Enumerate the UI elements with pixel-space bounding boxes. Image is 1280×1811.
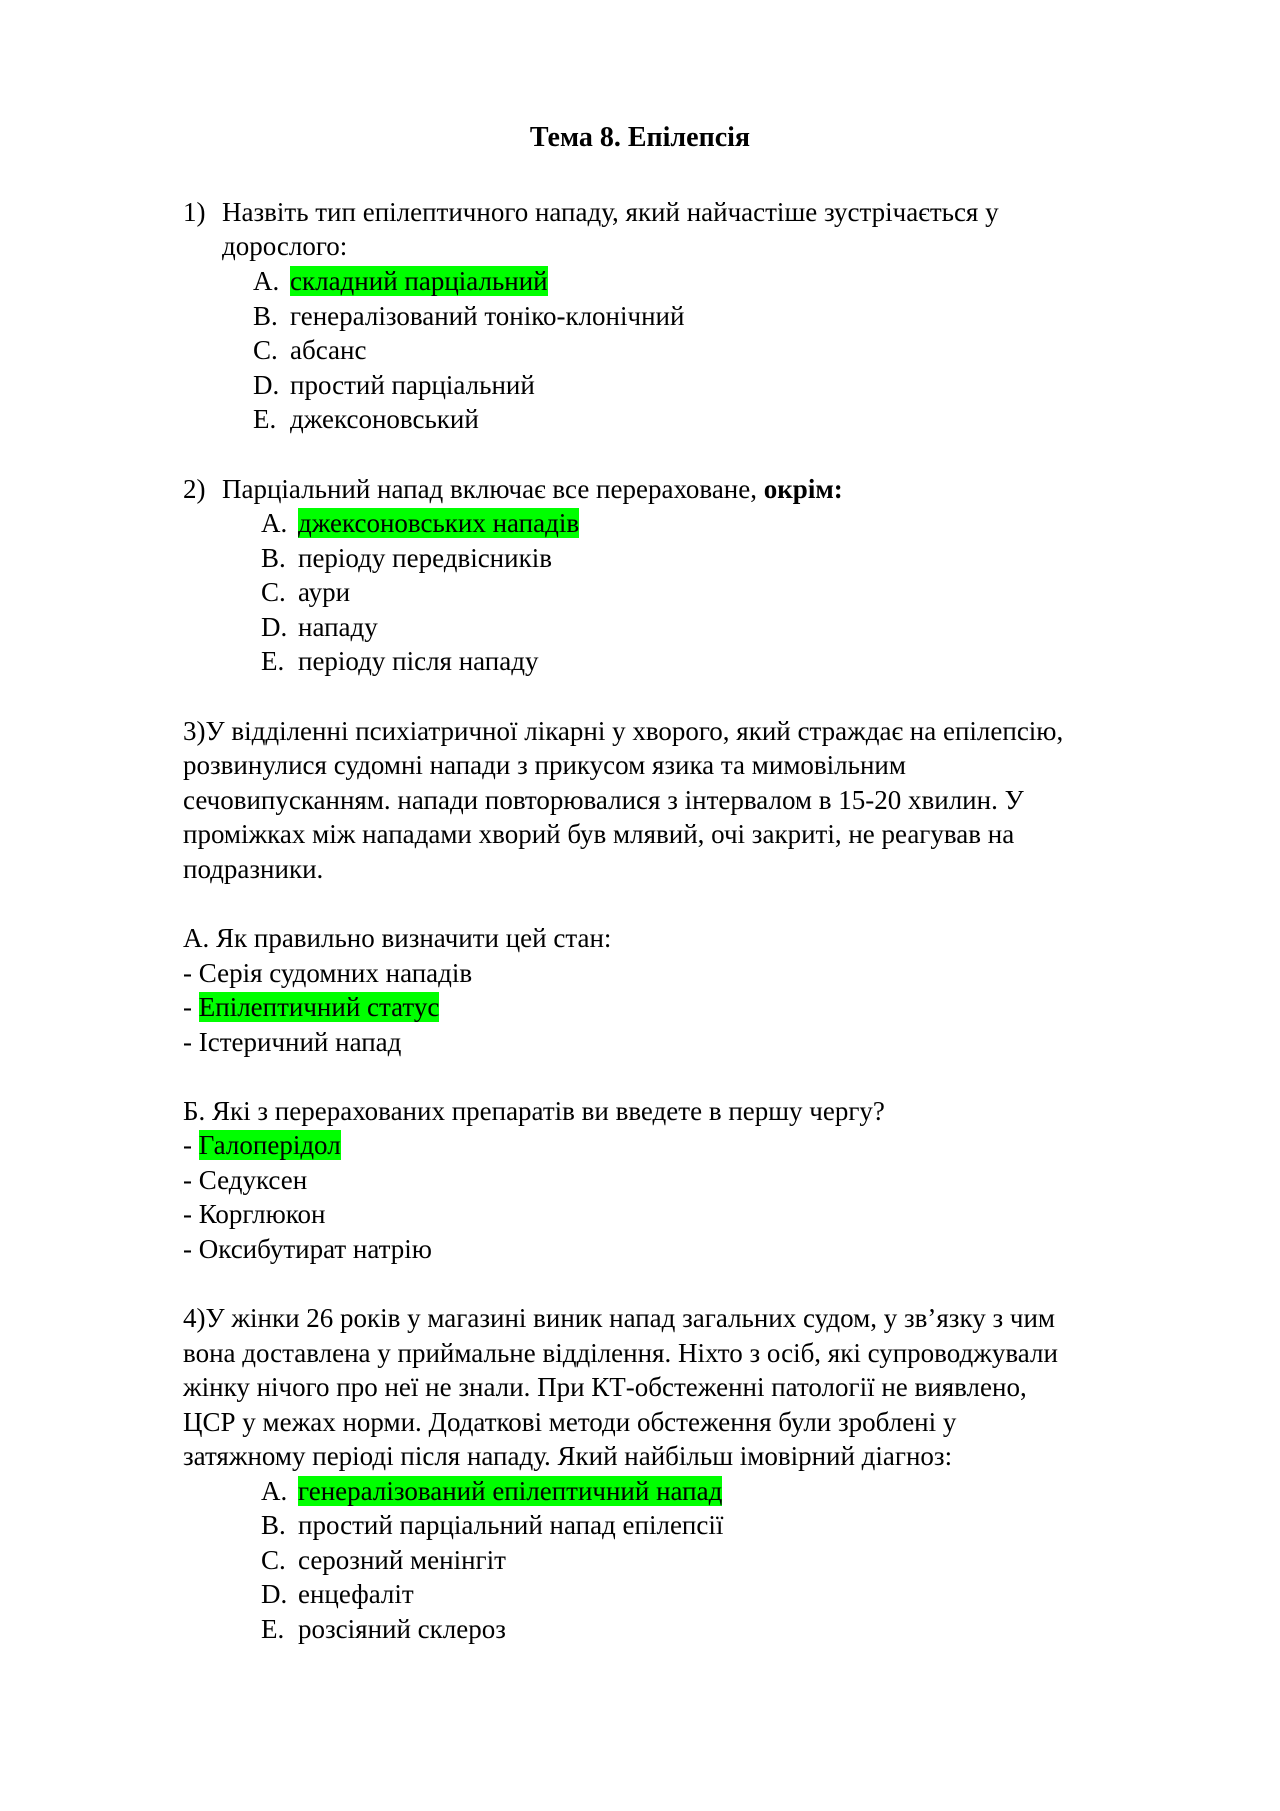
option-text: Істеричний напад [198,1027,402,1057]
q3-part-b-option [183,1232,432,1266]
q4-text-line: 4)У жінки 26 років у магазині виник напад загальних судом, у зв’язку з чим [183,1303,1055,1333]
option-letter: D. [261,1579,288,1609]
q4-text-line: затяжному періоді після нападу. Який найбільш імовірний діагноз: [183,1441,953,1471]
q1-option-a [253,264,548,298]
q2-option-c [261,575,350,609]
dash: - [183,958,199,988]
option-text: періоду після нападу [298,646,539,676]
option-text-correct: складний парціальний [290,266,548,296]
q3-text-line: подразники. [183,854,324,884]
q3-part-b-option [183,1197,325,1231]
option-letter: C. [261,1545,286,1575]
q2-option-b [261,541,552,575]
dash: - [183,1027,199,1057]
option-letter: E. [261,1614,285,1644]
q2-option-a [261,506,579,540]
option-text: нападу [298,612,378,642]
option-text: періоду передвісників [298,543,552,573]
option-text-correct: Галоперідол [198,1130,341,1160]
q2-question: Парціальний напад включає все перераховане, [222,474,764,504]
dash: - [183,1199,199,1229]
q3-part-a-option [183,1025,401,1059]
q4-text-line: жінку нічого про неї не знали. При КТ-обстеженні патології не виявлено, [183,1372,1027,1402]
option-letter: E. [261,646,285,676]
q2-text [222,472,843,506]
q3-part-b-question: Б. Які з перерахованих препаратів ви введете в першу чергу? [183,1096,885,1126]
option-text-correct: джексоновських нападів [298,508,580,538]
q1-option-c [253,333,366,367]
option-text: генералізований тоніко-клонічний [290,301,685,331]
q3-part-b-option [183,1163,307,1197]
option-letter: B. [253,301,278,331]
option-text: серозний менінгіт [298,1545,506,1575]
q1-text-line1: Назвіть тип епілептичного нападу, який найчастіше зустрічається у [222,197,999,227]
q2-option-d [261,610,378,644]
dash: - [183,1165,199,1195]
q4-option-d [261,1577,414,1611]
option-letter: D. [261,612,288,642]
option-text: простий парціальний напад епілепсії [298,1510,724,1540]
option-letter: A. [253,266,280,296]
option-text: Седуксен [198,1165,308,1195]
option-letter: B. [261,543,286,573]
dash: - [183,1130,199,1160]
q1-option-b [253,299,684,333]
option-letter: E. [253,404,277,434]
q1-option-e [253,402,479,436]
option-letter: C. [261,577,286,607]
option-letter: A. [261,508,288,538]
option-text: Оксибутират натрію [198,1234,432,1264]
q1-number: 1) [183,197,206,227]
q3-text-line: сечовипусканням. напади повторювалися з інтервалом в 15-20 хвилин. У [183,785,1024,815]
option-text: простий парціальний [290,370,535,400]
q2-emphasis: окрім: [763,474,843,504]
option-letter: C. [253,335,278,365]
q3-text-line: проміжках між нападами хворий був млявий, очі закриті, не реагував на [183,819,1015,849]
q4-option-e [261,1612,506,1646]
q3-part-a-option [183,990,439,1024]
page-title: Тема 8. Епілепсія [529,122,751,153]
q2-option-e [261,644,538,678]
option-letter: D. [253,370,280,400]
q3-part-a-question: А. Як правильно визначити цей стан: [183,923,612,953]
q3-part-b-option [183,1128,341,1162]
q3-part-a-option [183,956,472,990]
q2-number: 2) [183,474,206,504]
q3-text-line: розвинулися судомні напади з прикусом язика та мимовільним [183,750,906,780]
option-text: Серія судомних нападів [198,958,473,988]
dash: - [183,992,199,1022]
option-text-correct: Епілептичний статус [198,992,440,1022]
q3-text-line: 3)У відділенні психіатричної лікарні у хворого, який страждає на епілепсію, [183,716,1064,746]
q1-option-d [253,368,535,402]
q1-text-line2: дорослого: [222,231,348,261]
option-text-correct: генералізований епілептичний напад [298,1476,723,1506]
option-text: Корглюкон [198,1199,326,1229]
dash: - [183,1234,199,1264]
q4-option-a [261,1474,722,1508]
option-text: розсіяний склероз [298,1614,506,1644]
option-text: абсанс [290,335,367,365]
option-text: джексоновський [290,404,479,434]
q4-option-b [261,1508,723,1542]
option-text: аури [298,577,351,607]
option-text: енцефаліт [298,1579,414,1609]
option-letter: A. [261,1476,288,1506]
q4-option-c [261,1543,506,1577]
q4-text-line: вона доставлена у приймальне відділення. Ніхто з осіб, які супроводжували [183,1338,1058,1368]
q4-text-line: ЦСР у межах норми. Додаткові методи обстеження були зроблені у [183,1407,957,1437]
option-letter: B. [261,1510,286,1540]
